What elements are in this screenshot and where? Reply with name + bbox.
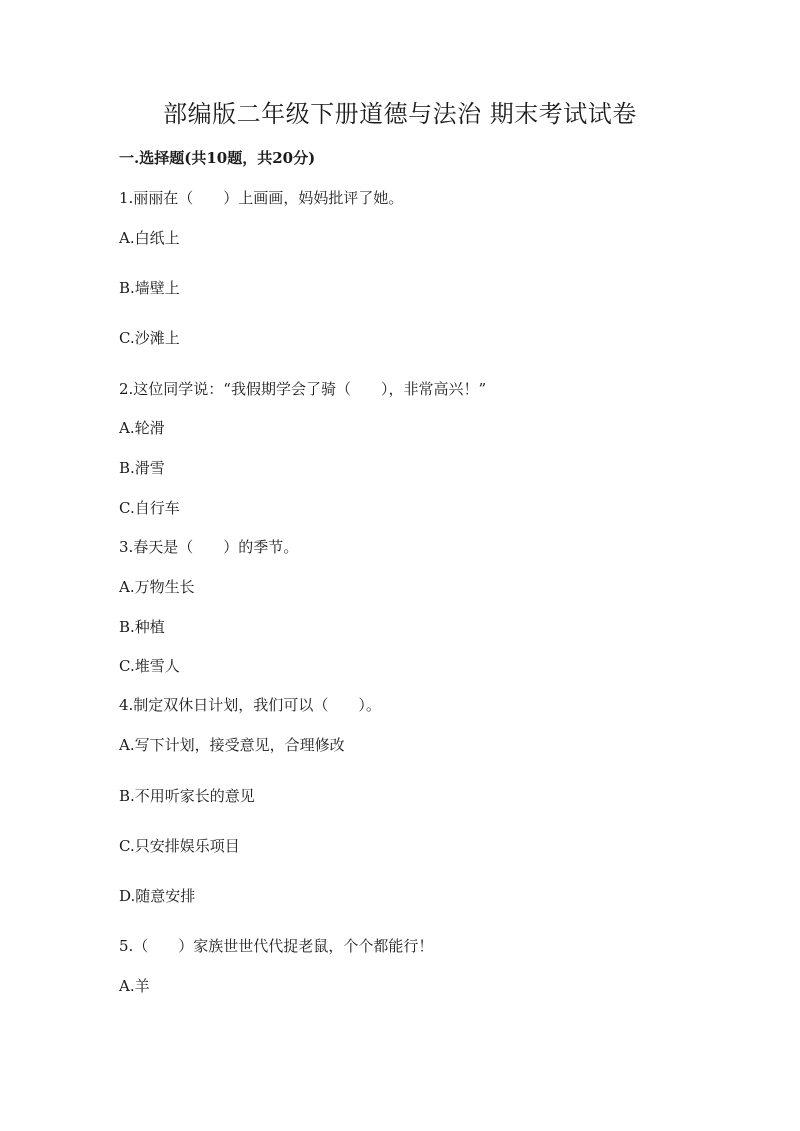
answer-option: D.随意安排 (119, 887, 196, 905)
answer-option: C.自行车 (119, 499, 180, 517)
answer-option: B.滑雪 (119, 459, 165, 477)
question-stem: 1.丽丽在（ ）上画画，妈妈批评了她。 (119, 189, 404, 207)
answer-option: A.羊 (119, 977, 150, 995)
answer-option: A.白纸上 (119, 229, 180, 247)
answer-option: C.堆雪人 (119, 657, 180, 675)
answer-option: A.轮滑 (119, 419, 165, 437)
answer-option: B.种植 (119, 618, 165, 636)
page-title: 部编版二年级下册道德与法治 期末考试试卷 (163, 100, 637, 128)
section-header: 一.选择题(共10题，共20分) (119, 149, 316, 167)
answer-option: A.写下计划，接受意见，合理修改 (119, 736, 345, 754)
answer-option: A.万物生长 (119, 578, 195, 596)
answer-option: C.沙滩上 (119, 329, 180, 347)
question-stem: 2.这位同学说：“我假期学会了骑（ ），非常高兴！” (119, 380, 487, 398)
answer-option: B.不用听家长的意见 (119, 787, 255, 805)
answer-option: B.墙壁上 (119, 279, 180, 297)
answer-option: C.只安排娱乐项目 (119, 837, 240, 855)
question-stem: 4.制定双休日计划，我们可以（ ）。 (119, 696, 381, 714)
question-stem: 3.春天是（ ）的季节。 (119, 538, 299, 556)
question-stem: 5.（ ）家族世世代代捉老鼠，个个都能行！ (119, 937, 434, 955)
